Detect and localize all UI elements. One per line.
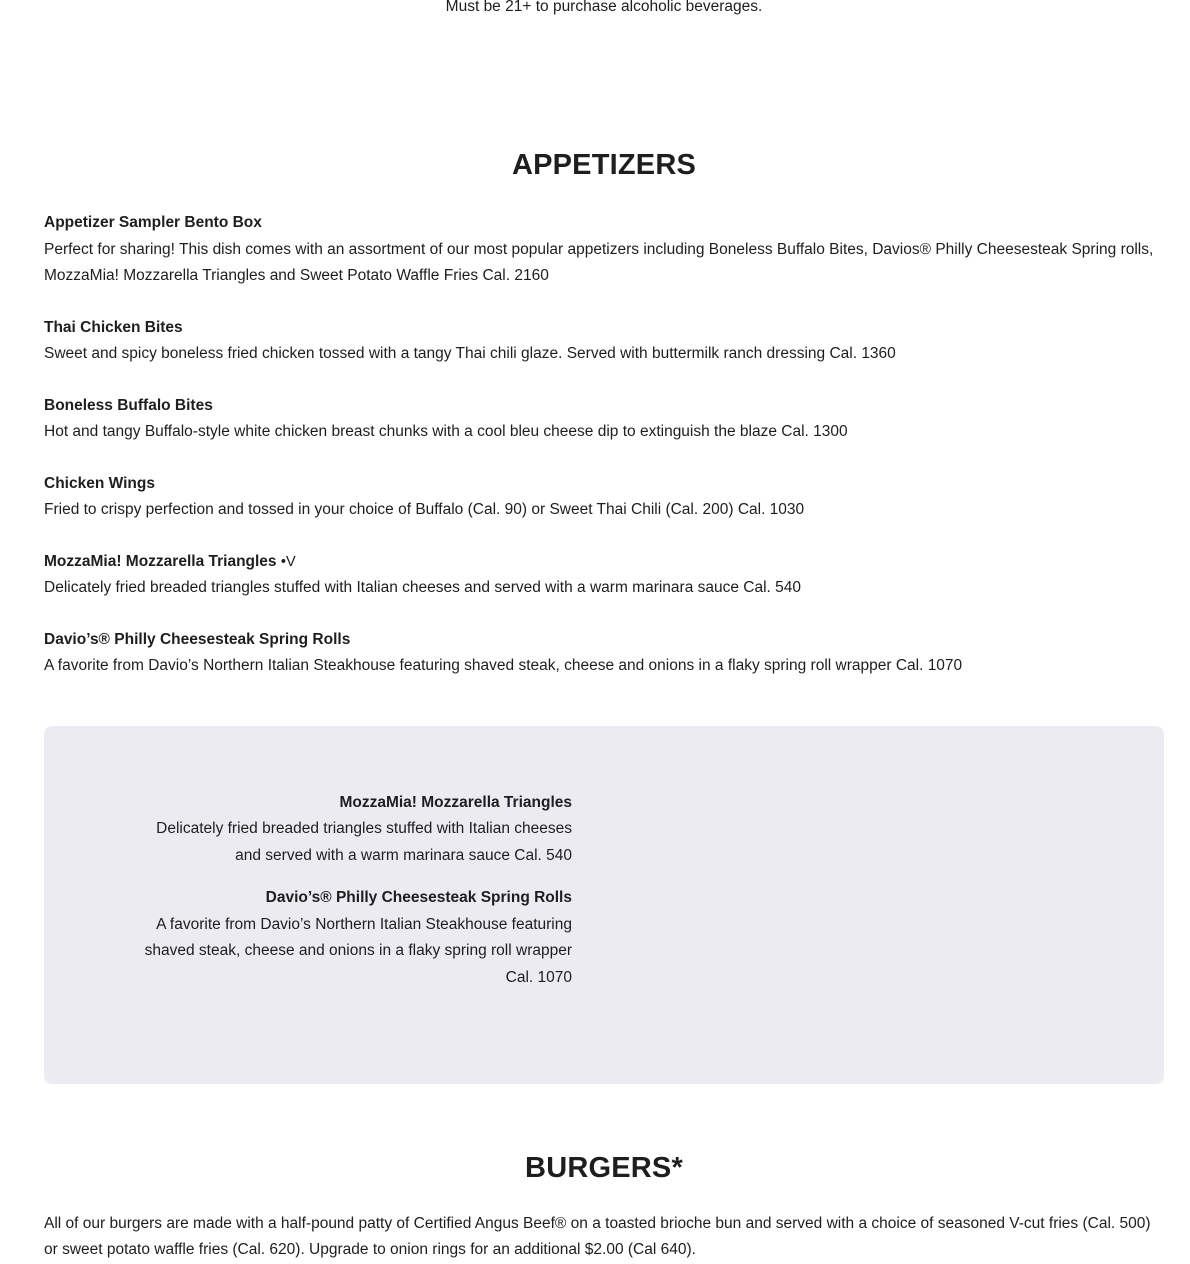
age-notice: Must be 21+ to purchase alcoholic beverages.: [445, 0, 763, 15]
burgers-section-title: BURGERS*: [525, 1151, 683, 1184]
item-name-text: Davio’s® Philly Cheesesteak Spring Rolls: [44, 630, 351, 648]
item-name-text: MozzaMia! Mozzarella Triangles: [44, 552, 277, 570]
appetizers-section-title: APPETIZERS: [511, 149, 697, 181]
featured-item-name: Davio’s® Philly Cheesesteak Spring Rolls: [265, 889, 572, 906]
featured-card-text: [136, 790, 572, 992]
item-name-text: Chicken Wings: [44, 474, 155, 492]
featured-item-mozzamia-mozzarella-triangles: [136, 790, 572, 870]
item-name-text: Boneless Buffalo Bites: [44, 396, 213, 414]
appetizers-list: [44, 210, 1164, 680]
menu-page: [44, 0, 1164, 1264]
menu-item-mozzamia-mozzarella-triangles: [44, 549, 1164, 602]
item-name: [44, 627, 1164, 654]
item-name-text: Appetizer Sampler Bento Box: [44, 214, 262, 231]
menu-item-thai-chicken-bites: [44, 315, 1164, 368]
item-name: [44, 315, 1164, 342]
item-name: [44, 393, 1164, 420]
featured-item-description: A favorite from Davio’s Northern Italian Steakhouse featuring shaved steak, cheese and onions in a flaky spring roll wrapper Cal. 1070: [144, 915, 572, 986]
menu-item-davios-philly-cheesesteak-spring-rolls: [44, 627, 1164, 680]
item-description: A favorite from Davio’s Northern Italian Steakhouse featuring shaved steak, cheese and onions in a flaky spring roll wrapper Cal. 1070: [44, 657, 963, 674]
item-name-text: Thai Chicken Bites: [44, 318, 183, 336]
featured-item-davios-philly-cheesesteak-spring-rolls: [136, 885, 572, 991]
vegetarian-tag: •V: [280, 553, 296, 570]
item-description: Perfect for sharing! This dish comes with an assortment of our most popular appetizers including Boneless Buffalo Bites, Davios® Philly Cheesesteak Spring rolls, MozzaMia! Mozzarella Triangles and Sweet Potato Waffle Fries Cal. 2160: [44, 240, 1154, 284]
item-description: Hot and tangy Buffalo-style white chicken breast chunks with a cool bleu cheese dip to extinguish the blaze Cal. 1300: [44, 423, 848, 440]
item-description: Fried to crispy perfection and tossed in your choice of Buffalo (Cal. 90) or Sweet Thai Chili (Cal. 200) Cal. 1030: [44, 501, 805, 518]
menu-item-appetizer-sampler-bento-box: [44, 210, 1164, 290]
burgers-intro-text: All of our burgers are made with a half-pound patty of Certified Angus Beef® on a toasted brioche bun and served with a choice of seasoned V-cut fries (Cal. 500) or sweet potato waffle fries (Cal. 620). Upgrade to onion rings for an additional $2.00 (Cal 640).: [44, 1214, 1151, 1258]
item-description: Sweet and spicy boneless fried chicken tossed with a tangy Thai chili glaze. Served with buttermilk ranch dressing Cal. 1360: [44, 345, 896, 362]
item-name: [44, 549, 1164, 576]
featured-item-description: Delicately fried breaded triangles stuffed with Italian cheeses and served with a warm marinara sauce Cal. 540: [156, 820, 572, 864]
item-name: [44, 471, 1164, 498]
menu-item-boneless-buffalo-bites: [44, 393, 1164, 446]
item-description: Delicately fried breaded triangles stuffed with Italian cheeses and served with a warm marinara sauce Cal. 540: [44, 579, 802, 596]
menu-item-chicken-wings: [44, 471, 1164, 524]
featured-appetizers-card: [44, 726, 1164, 1084]
featured-item-name: MozzaMia! Mozzarella Triangles: [339, 793, 572, 811]
item-name: [44, 210, 1164, 237]
